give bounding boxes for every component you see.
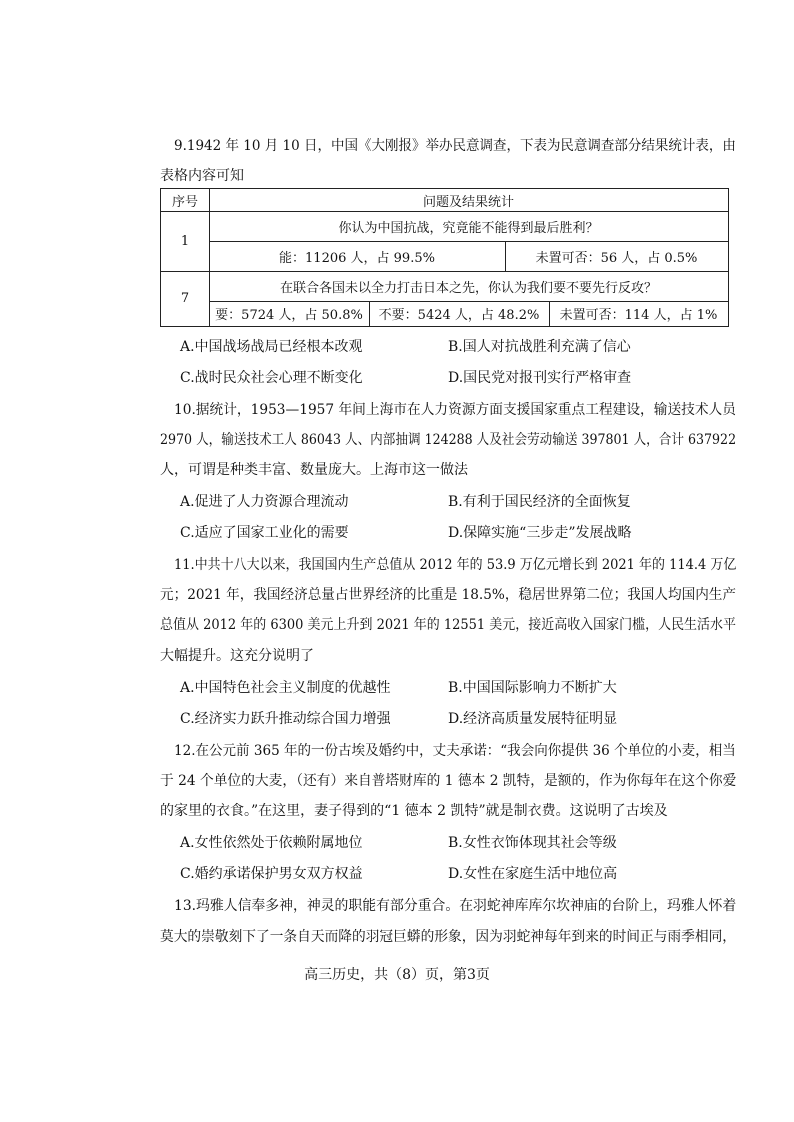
q10-stem-line-3: 人，可谓是种类丰富、数量庞大。上海市这一做法 xyxy=(160,462,468,478)
q12-option-a: A.女性依然处于依赖附属地位 xyxy=(180,835,363,851)
q11-option-a: A.中国特色社会主义制度的优越性 xyxy=(180,680,391,696)
q11-stem-line-2: 元；2021 年，我国经济总量占世界经济的比重是 18.5%，稳居世界第二位；我国人均国内生产 xyxy=(160,587,736,603)
q12-stem-line-1: 12.在公元前 365 年的一份古埃及婚约中，丈夫承诺：“我会向你提供 36 个单位的小麦，相当 xyxy=(174,743,736,759)
q11-option-d: D.经济高质量发展特征明显 xyxy=(448,711,618,727)
row-7-number: 7 xyxy=(180,291,190,306)
q9-option-c: C.战时民众社会心理不断变化 xyxy=(180,370,363,386)
q10-option-c: C.适应了国家工业化的需要 xyxy=(180,525,349,541)
q11-stem-line-1: 11.中共十八大以来，我国国内生产总值从 2012 年的 53.9 万亿元增长到 2021 年的 114.4 万亿 xyxy=(174,557,737,573)
table-header-content: 问题及结果统计 xyxy=(422,194,514,210)
row-1-answer-yes: 能：11206 人，占 99.5% xyxy=(279,250,435,266)
row-1-number: 1 xyxy=(180,233,190,249)
q9-option-a: A.中国战场战局已经根本改观 xyxy=(180,339,363,355)
q11-stem-line-3: 总值从 2012 年的 6300 美元上升到 2021 年的 12551 美元，接近高收入国家门槛，人民生活水平 xyxy=(160,617,737,633)
q13-stem-line-1: 13.玛雅人信奉多神，神灵的职能有部分重合。在羽蛇神库库尔坎神庙的台阶上，玛雅人怀着 xyxy=(174,898,737,914)
q12-stem-line-2: 于 24 个单位的大麦，（还有）来自普塔财库的 1 德本 2 凯特，是额的，作为你每年在这个你爱 xyxy=(160,773,737,789)
q12-stem-line-3: 的家里的衣食。”在这里，妻子得到的“1 德本 2 凯特”就是制衣费。这说明了古埃及 xyxy=(160,803,668,819)
row-7-answer-yes: 要：5724 人，占 50.8% xyxy=(215,308,363,323)
row-7-answer-no: 不要：5424 人，占 48.2% xyxy=(378,308,540,323)
q10-stem-line-1: 10.据统计，1953—1957 年间上海市在人力资源方面支援国家重点工程建设，输送技术人员 xyxy=(174,402,736,418)
page-footer: 高三历史，共（8）页，第3页 xyxy=(304,967,490,983)
q9-option-d: D.国民党对报刊实行严格审查 xyxy=(448,370,632,386)
q11-stem-line-4: 大幅提升。这充分说明了 xyxy=(160,648,314,664)
table-header-no: 序号 xyxy=(171,194,198,210)
survey-table xyxy=(160,188,729,327)
q13-stem-line-2: 莫大的崇敬刻下了一条自天而降的羽冠巨蟒的形象，因为羽蛇神每年到来的时间正与雨季相同， xyxy=(160,929,737,945)
q10-option-d: D.保障实施“三步走”发展战略 xyxy=(448,525,632,541)
row-1-answer-undecided: 未置可否：56 人，占 0.5% xyxy=(535,250,698,266)
q12-option-b: B.女性衣饰体现其社会等级 xyxy=(448,835,617,851)
row-7-question: 在联合各国未以全力打击日本之先，你认为我们要不要先行反攻？ xyxy=(279,280,657,296)
q11-option-b: B.中国国际影响力不断扩大 xyxy=(448,680,617,696)
row-1-question: 你认为中国抗战，究竟能不能得到最后胜利？ xyxy=(338,220,599,236)
q10-stem-line-2: 2970 人，输送技术工人 86043 人、内部抽调 124288 人及社会劳动输送 397801 人，合计 637922 xyxy=(160,432,737,448)
q9-option-b: B.国人对抗战胜利充满了信心 xyxy=(448,339,631,355)
q11-option-c: C.经济实力跃升推动综合国力增强 xyxy=(180,711,391,727)
row-7-answer-undecided: 未置可否：114 人，占 1% xyxy=(559,308,718,323)
q9-stem-line-2: 表格内容可知 xyxy=(160,168,244,184)
q10-option-a: A.促进了人力资源合理流动 xyxy=(180,494,349,510)
q12-option-d: D.女性在家庭生活中地位高 xyxy=(448,866,618,882)
q9-stem-line-1: 9.1942 年 10 月 10 日，中国《大刚报》举办民意调查，下表为民意调查部分结果统计表，由 xyxy=(174,138,736,154)
q12-option-c: C.婚约承诺保护男女双方权益 xyxy=(180,866,363,882)
q10-option-b: B.有利于国民经济的全面恢复 xyxy=(448,494,631,510)
